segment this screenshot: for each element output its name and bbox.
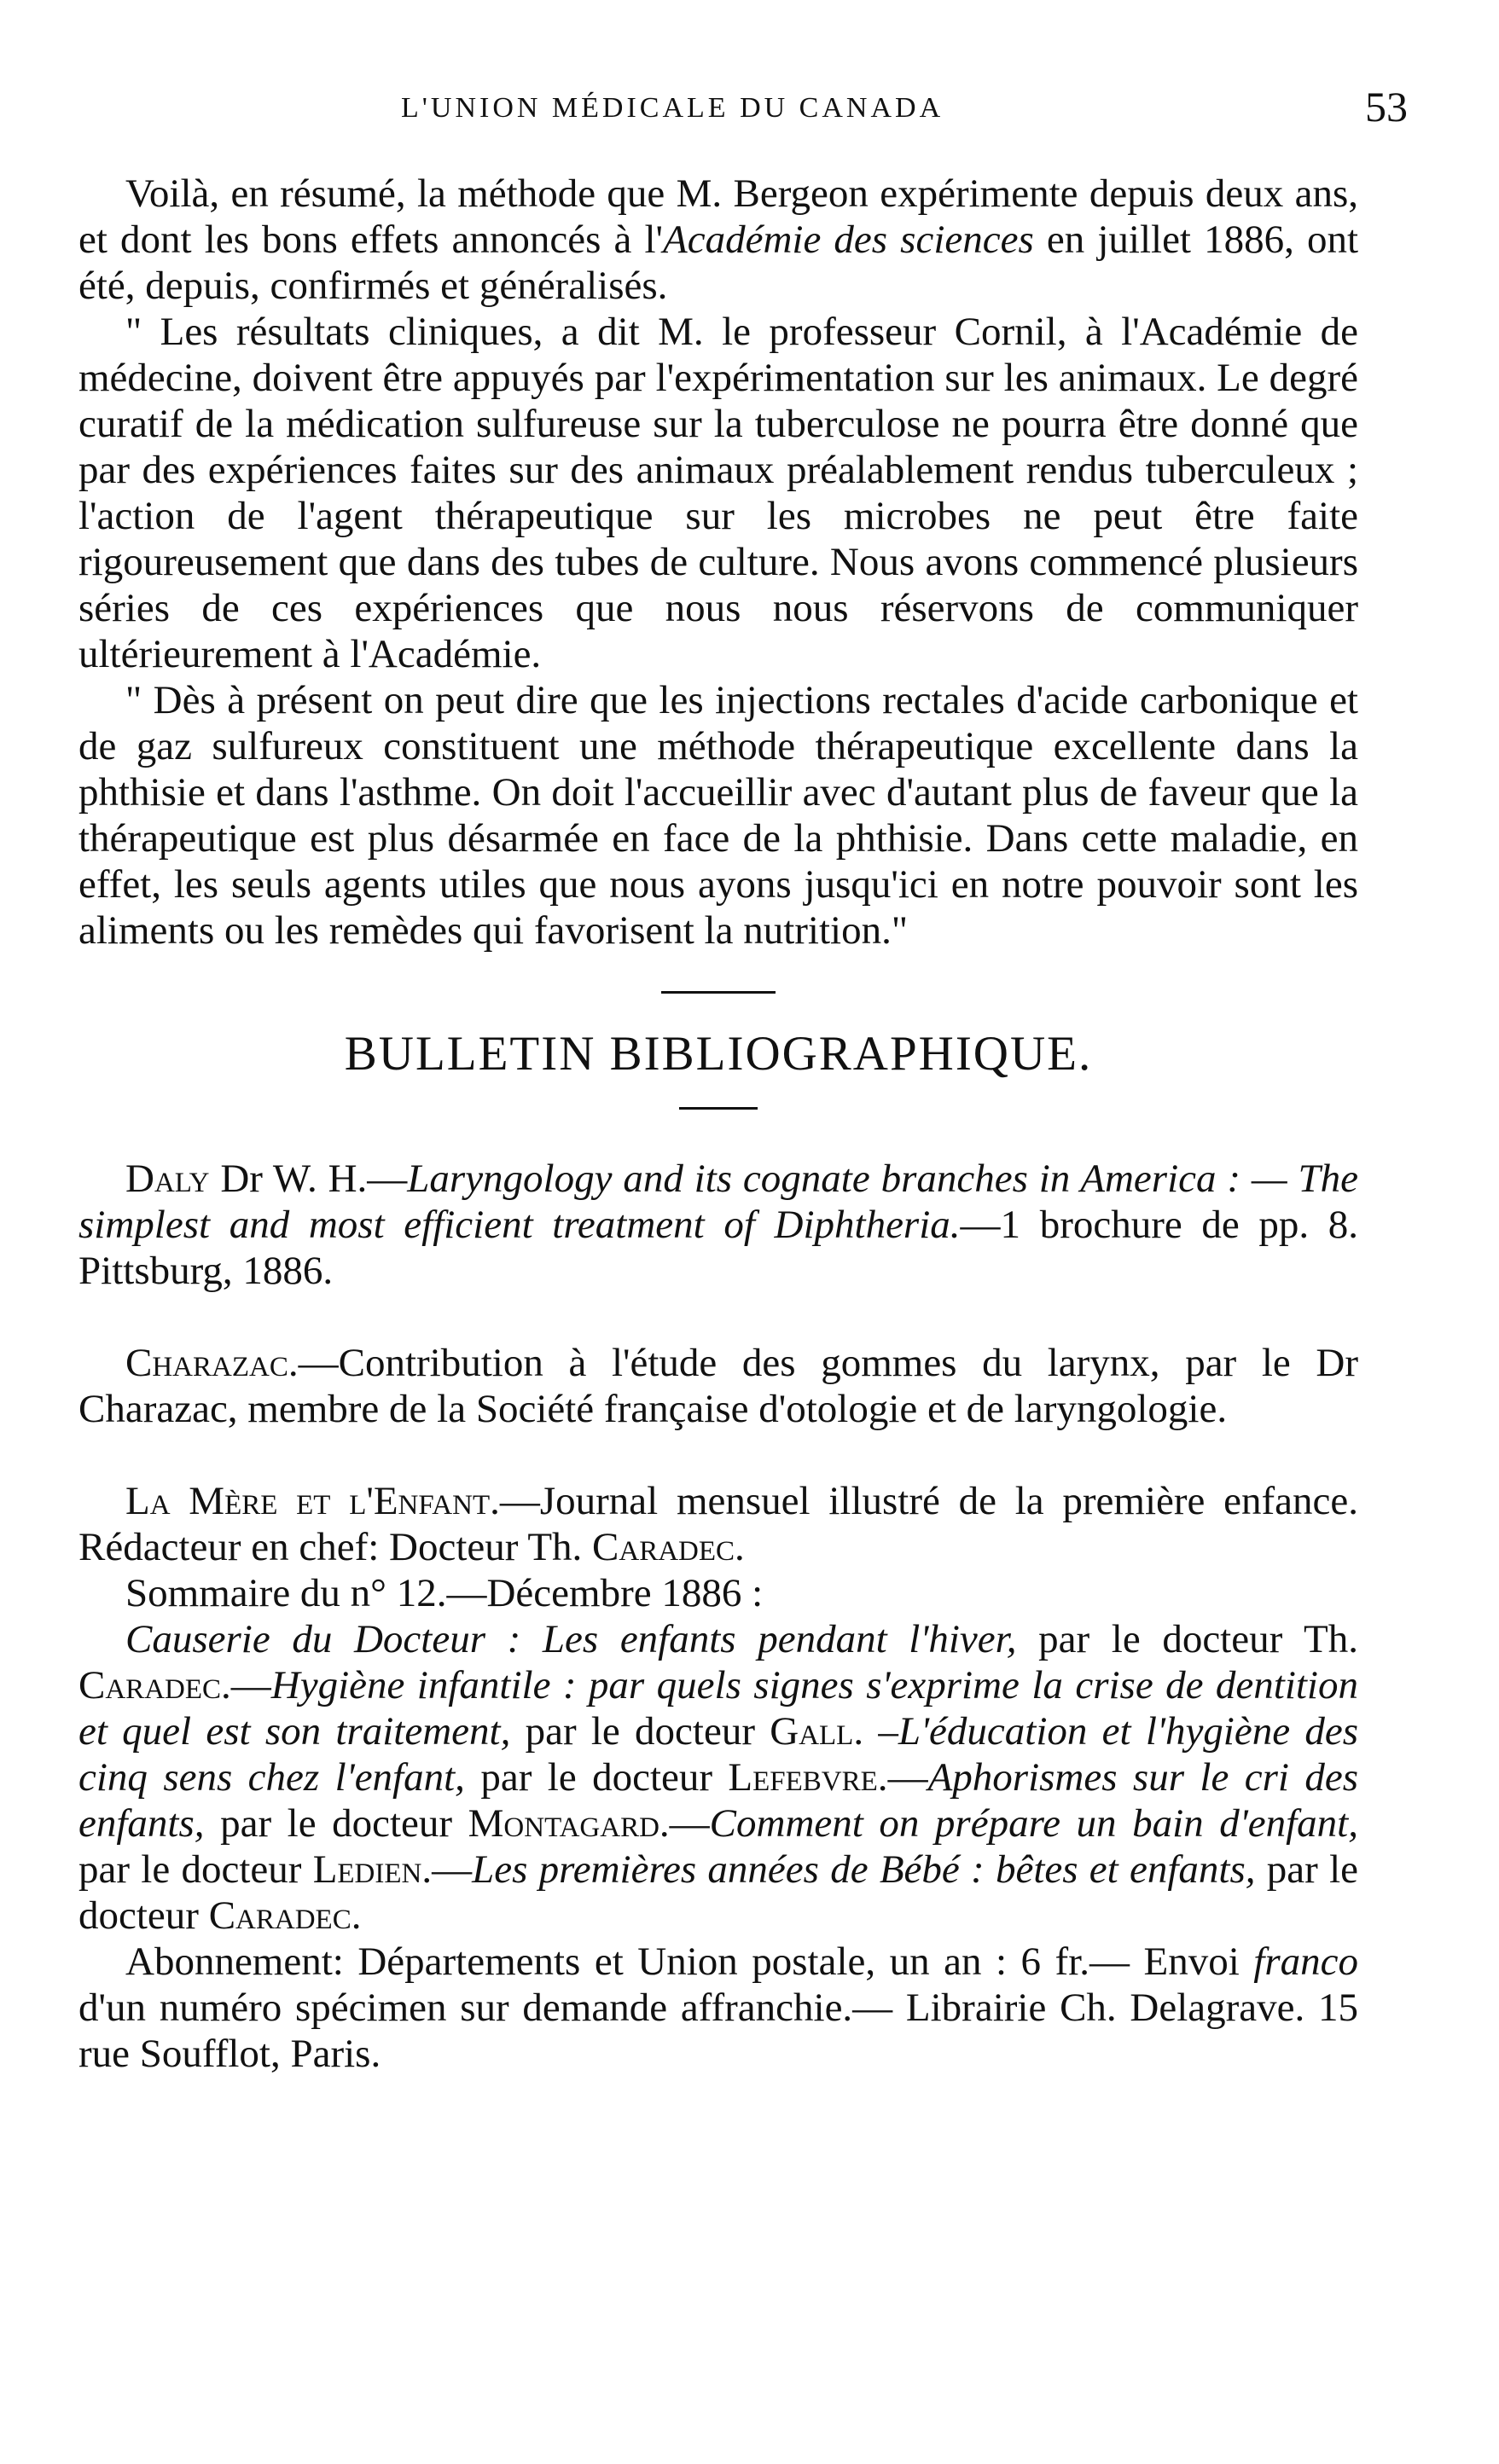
text-run: en juillet 1886, ont été, depuis, confirmés et généralisés.: [78, 217, 1359, 308]
italic-run: franco: [1253, 1939, 1358, 1984]
page-header: [77, 82, 1408, 142]
author-name: Caradec.: [78, 1663, 231, 1707]
text-run: —Contribution à l'étude des gommes du larynx, par le Dr Charazac, membre de la Société française d'otologie et de laryngologie.: [78, 1341, 1358, 1431]
author-name: Daly: [125, 1157, 210, 1201]
author-name: Caradec.: [592, 1525, 745, 1569]
bib-entry-daly: [78, 1156, 1358, 1294]
author-name: Lefebvre.: [728, 1755, 888, 1800]
bib-entry-charazac: [78, 1340, 1358, 1432]
paragraph-methode: [78, 171, 1358, 309]
author-name: Caradec.: [208, 1893, 362, 1938]
italic-run: Comment on prépare un bain d'enfant,: [709, 1801, 1358, 1846]
section-divider: [661, 991, 776, 994]
italic-run: Causerie du Docteur : Les enfants pendant l'hiver,: [125, 1617, 1017, 1661]
author-name: Montagard.: [468, 1801, 670, 1846]
author-name: Ledien.: [312, 1847, 433, 1892]
paragraph-cornil-quote: " Les résultats cliniques, a dit M. le professeur Cornil, à l'Académie de médecine, doivent être appuyés par l'expérimentation sur les animaux. Le degré curatif de la médication sulfureuse sur la tuberculose ne pourra être donné que par des expériences faites sur des animaux préalablement rendus tuberculeux ; l'action de l'agent thérapeutique sur les microbes ne peut être faite rigoureusement que dans des tubes de culture. Nous avons commencé plusieurs séries de ces expériences que nous nous réservons de communiquer ultérieurement à l'Académie.: [78, 310, 1358, 676]
text-run: Abonnement: Départements et Union postale, un an : 6 fr.— Envoi: [125, 1939, 1254, 1984]
text-run: par le docteur Th.: [1016, 1617, 1358, 1661]
journal-name: La Mère et l'Enfant.: [125, 1479, 500, 1523]
text-run: —1 brochure de pp. 8. Pittsburg, 1886.: [78, 1203, 1359, 1293]
italic-run: Hygiène infantile : par quels signes s'exprime la crise de dentition et quel est son traitement,: [78, 1663, 1358, 1754]
bib-subscription: [78, 1939, 1358, 2077]
author-name: Gall.: [770, 1709, 864, 1754]
bib-contents: [78, 1616, 1358, 1939]
page-body: [78, 171, 1358, 2077]
text-run: Voilà, en résumé, la méthode que M. Bergeon expérimente depuis deux ans, et dont les bons effets annoncés à l': [78, 171, 1358, 262]
title-divider: [679, 1107, 758, 1110]
text-run: par le docteur: [464, 1755, 729, 1800]
section-title: BULLETIN BIBLIOGRAPHIQUE.: [344, 1027, 1093, 1081]
text-run: par le docteur: [78, 1847, 1359, 1938]
text-run: par le docteur: [204, 1801, 468, 1846]
text-run: Dr W. H.—: [209, 1157, 408, 1201]
author-name: Charazac.: [125, 1341, 299, 1385]
paragraph-injections: " Dès à présent on peut dire que les injections rectales d'acide carbonique et de gaz sulfureux constituent une méthode thérapeutique excellente dans la phthisie et dans l'asthme. On doit l'accueillir avec d'autant plus de faveur que la thérapeutique est plus désarmée en face de la phthisie. Dans cette maladie, en effet, les seuls agents utiles que nous ayons jusqu'ici en notre pouvoir sont les aliments ou les remèdes qui favorisent la nutrition.": [78, 678, 1358, 953]
italic-run: Laryngology and its cognate branches in America : — The simplest and most efficient treatment of Diphtheria.: [78, 1157, 1359, 1247]
text-run: —: [432, 1847, 473, 1892]
italic-run: Les premières années de Bébé : bêtes et enfants,: [472, 1847, 1256, 1892]
running-head: L'UNION MÉDICALE DU CANADA: [401, 92, 944, 124]
text-run: d'un numéro spécimen sur demande affranchie.— Librairie Ch. Delagrave. 15 rue Soufflot, Paris.: [78, 1986, 1358, 2076]
text-run: par le docteur: [510, 1709, 770, 1754]
page-number: 53: [1365, 83, 1408, 130]
text-run: —: [887, 1755, 928, 1800]
italic-run: Aphorismes sur le cri des enfants,: [78, 1755, 1358, 1846]
text-run: par le docteur: [78, 1847, 313, 1892]
text-run: —: [669, 1801, 710, 1846]
bib-entry-mere-enfant: [78, 1478, 1358, 1570]
text-run: –: [863, 1709, 898, 1754]
italic-run: L'éducation et l'hygiène des cinq sens chez l'enfant,: [78, 1709, 1358, 1800]
italic-run: Académie des sciences: [663, 217, 1034, 262]
bib-sommaire: Sommaire du n° 12.—Décembre 1886 :: [125, 1571, 764, 1615]
text-run: —: [230, 1663, 271, 1707]
text-run: —Journal mensuel illustré de la première enfance. Rédacteur en chef: Docteur Th.: [78, 1479, 1358, 1569]
